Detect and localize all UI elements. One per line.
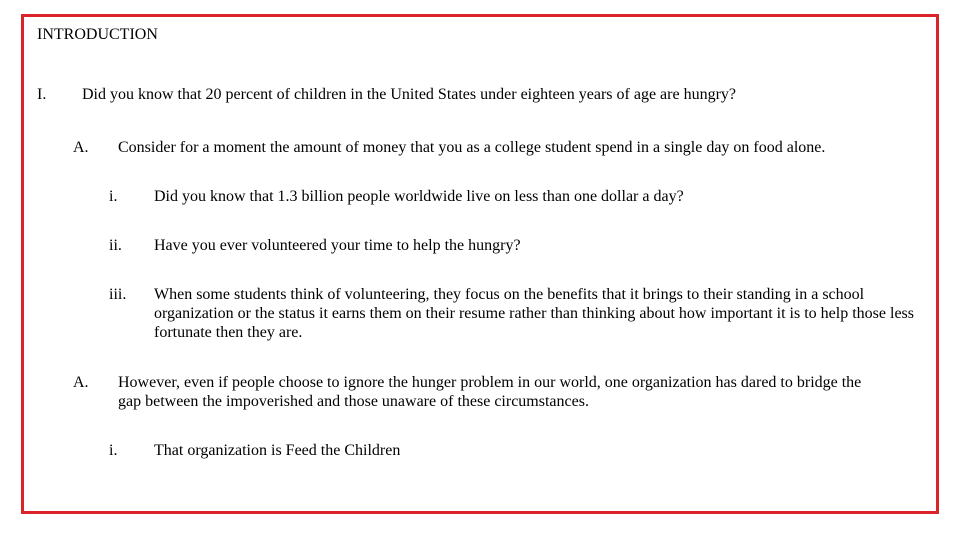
point-i-marker: I. [37, 86, 47, 103]
point-i-text: Did you know that 20 percent of children in the United States under eighteen years of age are hungry? [82, 86, 737, 103]
subpoint-text: Have you ever volunteered your time to help the hungry? [154, 237, 521, 254]
subpoint-marker: ii. [109, 237, 122, 254]
point-a2-marker: A. [73, 374, 89, 391]
subpoint-text: Did you know that 1.3 billion people worldwide live on less than one dollar a day? [154, 188, 684, 205]
point-a1-marker: A. [73, 139, 89, 156]
subpoint-marker: iii. [109, 286, 127, 303]
subpoint-text: When some students think of volunteering, they focus on the benefits that it brings to their standing in a school organization or the status it earns them on their resume rather than thinking about how important it is to help those less fortunate then they are. [154, 286, 914, 341]
point-a2-text: However, even if people choose to ignore the hunger problem in our world, one organization has dared to bridge the gap between the impoverished and those unaware of these circumstances. [118, 374, 862, 410]
subpoint-marker: i. [109, 188, 118, 205]
outline-heading: INTRODUCTION [37, 26, 158, 43]
subpoint-marker: i. [109, 442, 118, 459]
subpoint-text: That organization is Feed the Children [154, 442, 401, 459]
point-a1-text: Consider for a moment the amount of money that you as a college student spend in a single day on food alone. [118, 139, 826, 156]
